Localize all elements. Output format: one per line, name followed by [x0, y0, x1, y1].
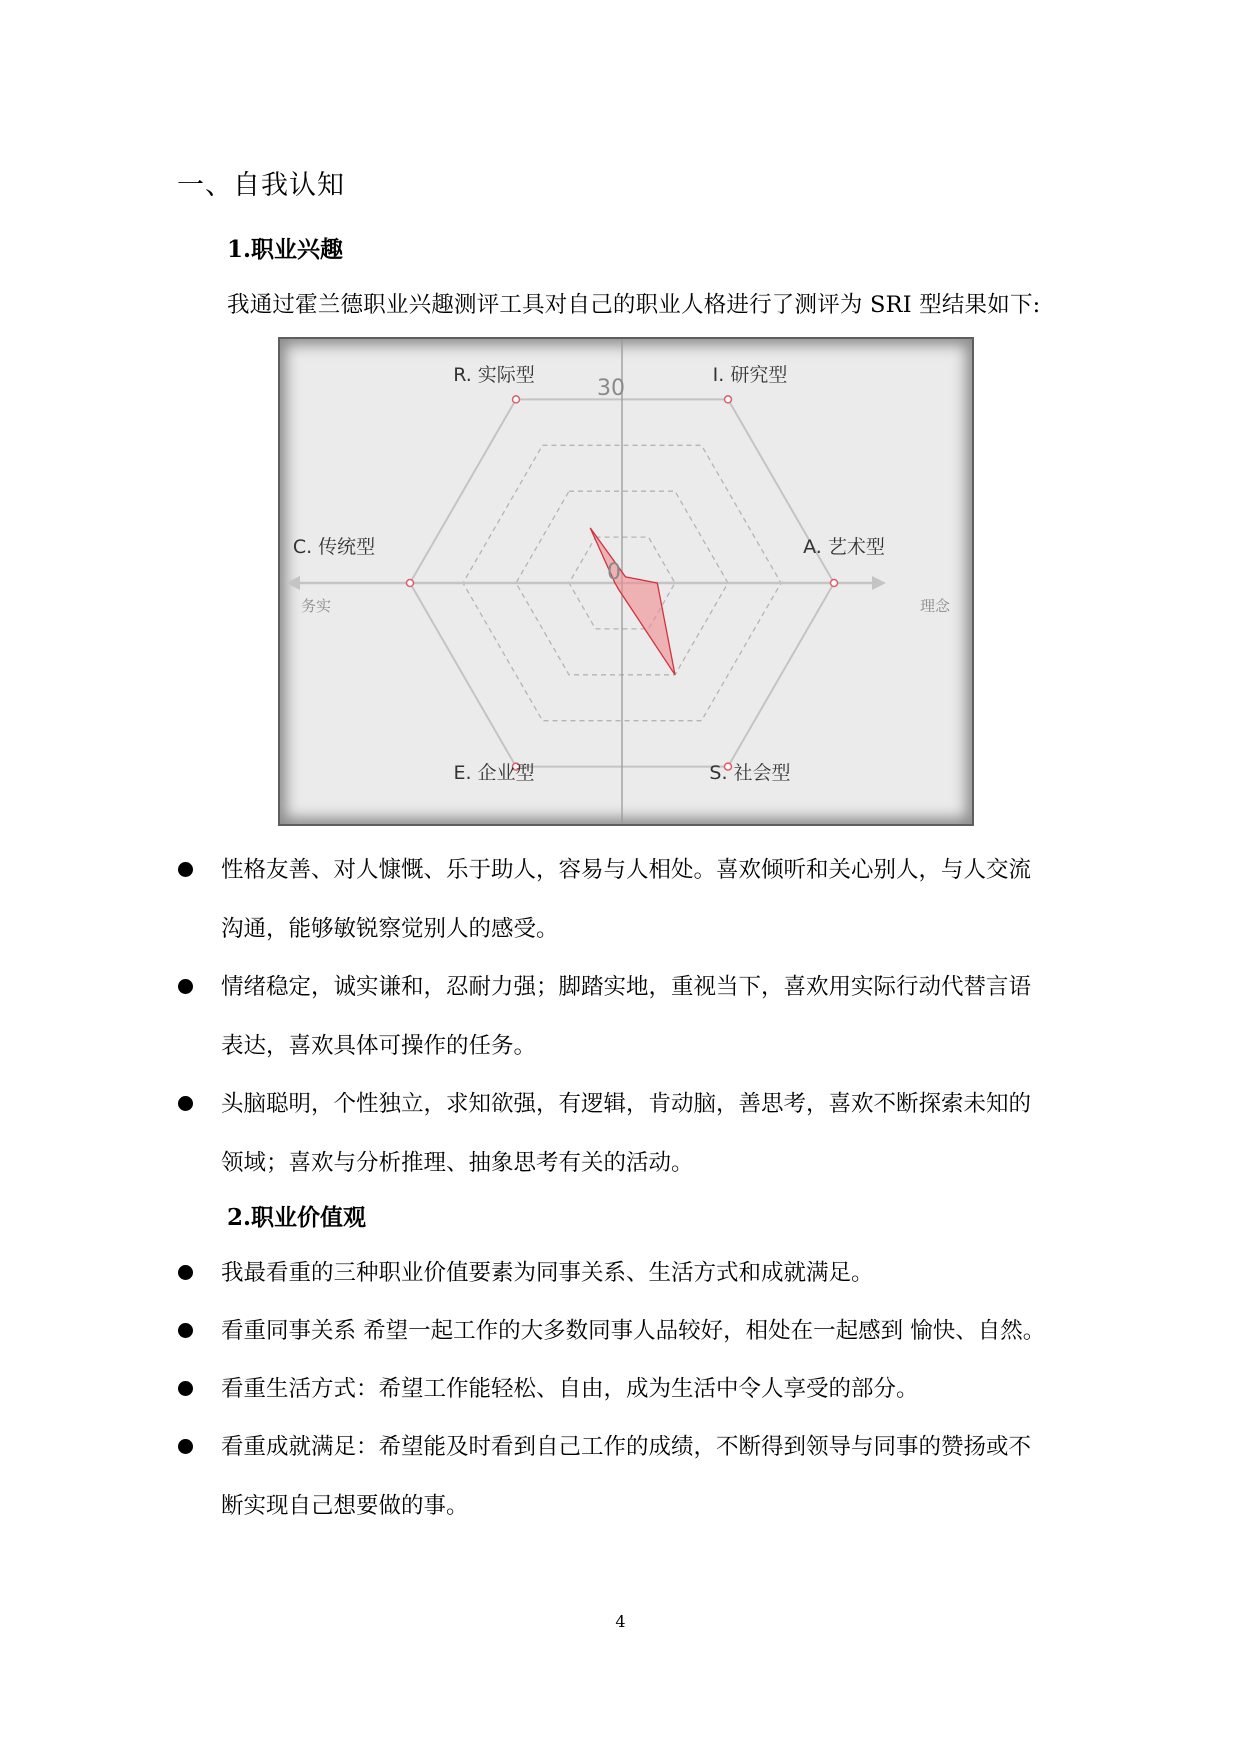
list-item-line: 情绪稳定，诚实谦和，忍耐力强；脚踏实地，重视当下，喜欢用实际行动代替言语 [221, 974, 1032, 1000]
axis-label: I. 研究型 [712, 364, 788, 386]
scale-max-label: 30 [597, 376, 625, 401]
radar-vertex-point [725, 396, 732, 403]
list-item-line: 领域；喜欢与分析推理、抽象思考有关的活动。 [221, 1150, 694, 1176]
section-title: 一、自我认知 [177, 170, 345, 201]
holland-radar-chart [278, 337, 974, 826]
radar-data-area [590, 528, 675, 675]
list-item-line: 看重同事关系 希望一起工作的大多数同事人品较好，相处在一起感到 愉快、自然。 [221, 1318, 1046, 1344]
list-item-line: 看重生活方式：希望工作能轻松、自由，成为生活中令人享受的部分。 [221, 1376, 919, 1402]
intro-paragraph: 我通过霍兰德职业兴趣测评工具对自己的职业人格进行了测评为 SRI 型结果如下: [227, 292, 1041, 318]
bullet-dot-icon [178, 1323, 193, 1338]
axis-side-label: 务实 [300, 597, 332, 615]
list-item-line: 看重成就满足：希望能及时看到自己工作的成绩，不断得到领导与同事的赞扬或不 [221, 1434, 1032, 1460]
axis-side-label: 理念 [919, 597, 951, 615]
bullet-dot-icon [178, 1381, 193, 1396]
axis-label: A. 艺术型 [803, 536, 885, 558]
bullet-dot-icon [178, 979, 193, 994]
list-item-line: 断实现自己想要做的事。 [221, 1493, 469, 1519]
bullet-dot-icon [178, 1265, 193, 1280]
axis-label: R. 实际型 [453, 364, 535, 386]
list-item-line: 性格友善、对人慷慨、乐于助人，容易与人相处。喜欢倾听和关心别人，与人交流 [221, 857, 1032, 883]
axis-label: E. 企业型 [453, 762, 535, 784]
list-item-line: 我最看重的三种职业价值要素为同事关系、生活方式和成就满足。 [221, 1260, 874, 1286]
bullet-dot-icon [178, 1096, 193, 1111]
axis-label: S. 社会型 [709, 762, 791, 784]
list-item-line: 表达，喜欢具体可操作的任务。 [221, 1033, 537, 1059]
scale-center-label: 0 [607, 560, 621, 585]
axis-label: C. 传统型 [292, 536, 376, 558]
list-item-line: 头脑聪明，个性独立，求知欲强，有逻辑，肯动脑，善思考，喜欢不断探索未知的 [221, 1091, 1032, 1117]
page-number: 4 [615, 1612, 626, 1631]
radar-vertex-point [831, 580, 838, 587]
list-item-line: 沟通，能够敏锐察觉别人的感受。 [221, 916, 559, 942]
radar-vertex-point [513, 396, 520, 403]
radar-svg [280, 339, 972, 824]
subsection-title-interest: 1.职业兴趣 [227, 236, 344, 263]
subsection-title-values: 2.职业价值观 [227, 1204, 367, 1231]
axis-arrow-right-icon [872, 576, 886, 590]
bullet-dot-icon [178, 862, 193, 877]
radar-vertex-point [407, 580, 414, 587]
axis-arrow-left-icon [286, 576, 300, 590]
bullet-dot-icon [178, 1439, 193, 1454]
